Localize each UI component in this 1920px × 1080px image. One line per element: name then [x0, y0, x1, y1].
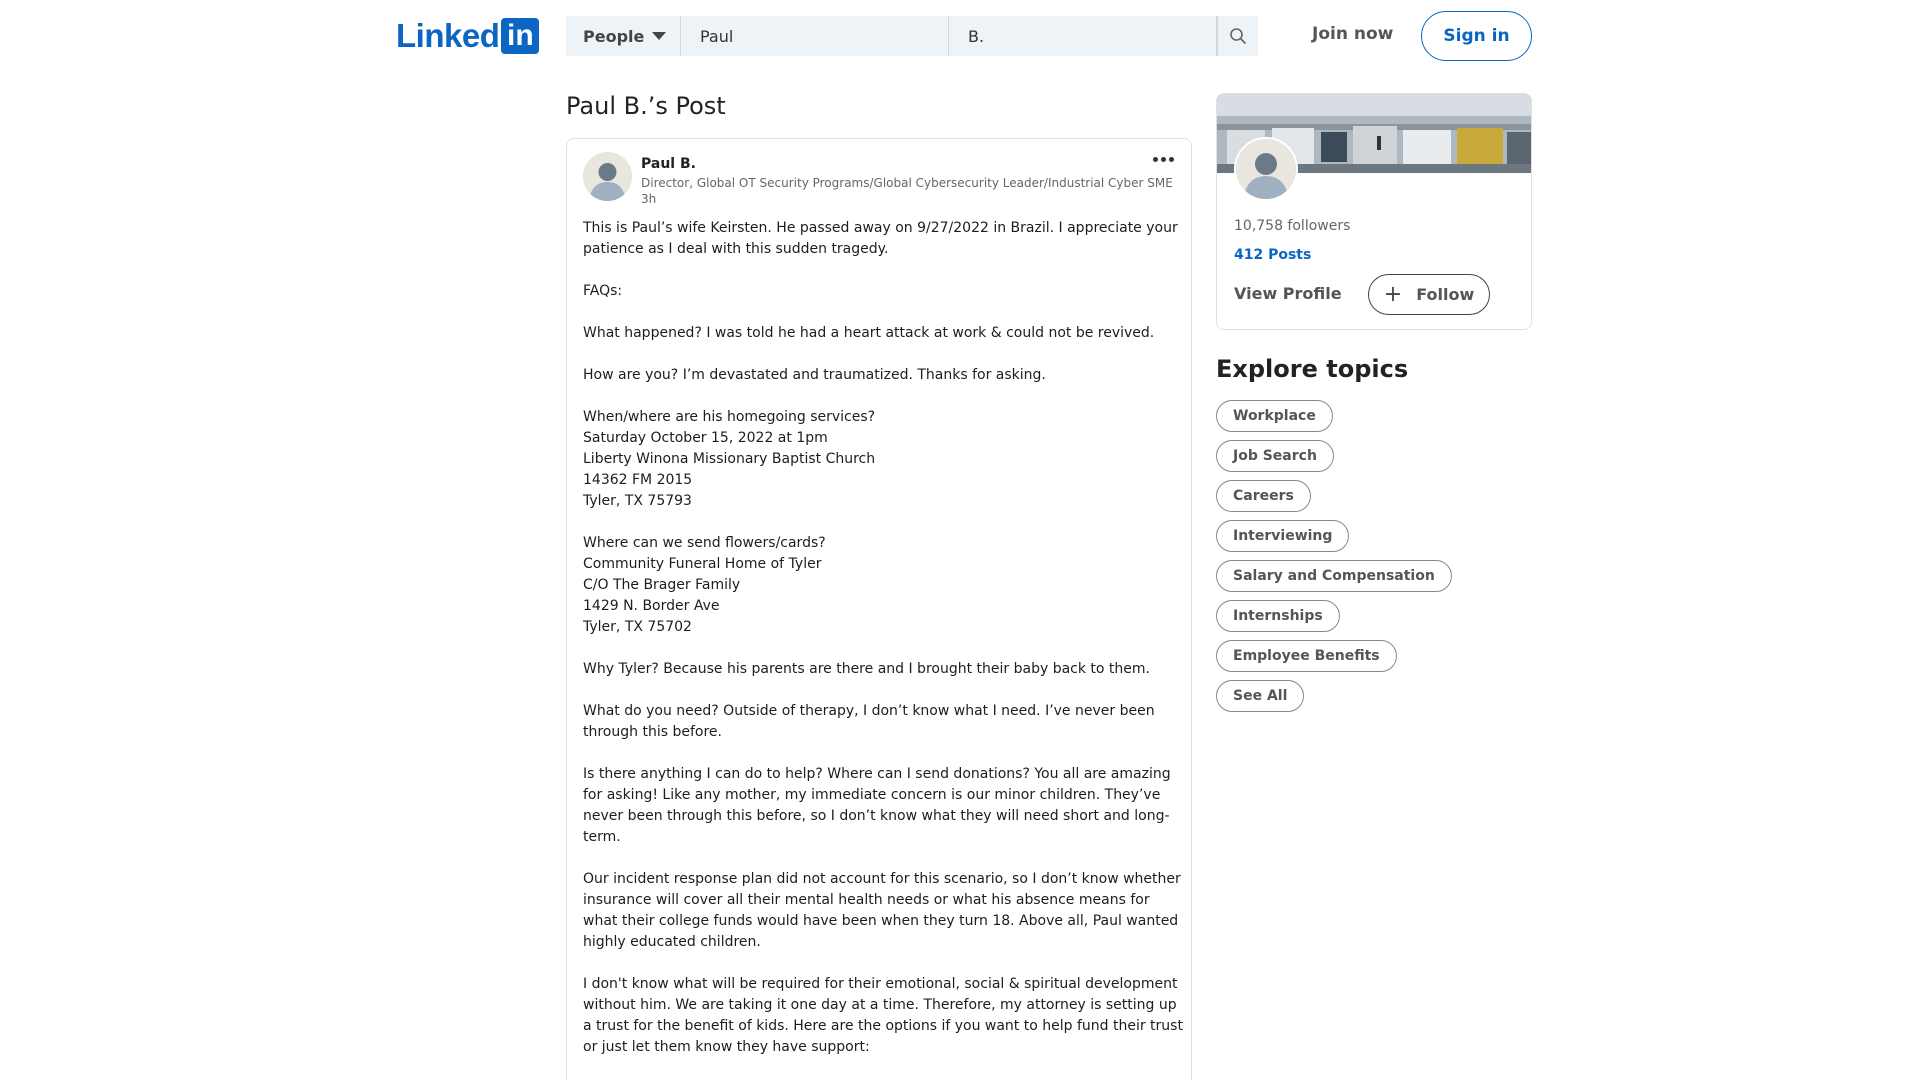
post-text-line: C/O The Brager Family: [583, 577, 741, 593]
follower-count: 10,758 followers: [1234, 218, 1351, 234]
post-paragraph: [583, 869, 1183, 953]
search-button[interactable]: [1217, 16, 1258, 56]
logo-wordmark: Linked: [396, 17, 500, 54]
post-paragraph: [583, 218, 1183, 260]
sign-in-button[interactable]: Sign in: [1421, 11, 1532, 61]
search-type-dropdown[interactable]: [566, 16, 681, 56]
post-paragraph: [583, 281, 1183, 302]
post-text-line: 1429 N. Border Ave: [583, 598, 720, 614]
topic-pill-see-all[interactable]: See All: [1216, 680, 1304, 712]
author-headline: Director, Global OT Security Programs/Global Cybersecurity Leader/Industrial Cyber SME: [641, 176, 1173, 190]
search-icon: [1229, 27, 1247, 45]
post-text-line: How are you? I’m devastated and traumatized. Thanks for asking.: [583, 367, 1046, 383]
post-paragraph: [583, 533, 1183, 638]
post-text-line: Is there anything I can do to help? Where can I send donations? You all are amazing for asking! Like any mother, my immediate concern is our minor children. They’ve never been through this before, so I don’t know what they will need short and long-term.: [583, 766, 1171, 845]
people-search-bar: [566, 16, 1258, 56]
post-timestamp: 3h: [641, 192, 657, 206]
first-name-input[interactable]: [681, 16, 949, 56]
post-paragraph: [583, 659, 1183, 680]
ellipsis-icon: [1169, 157, 1174, 162]
post-text-line: Tyler, TX 75793: [583, 493, 692, 509]
linkedin-logo[interactable]: [396, 18, 539, 54]
post-text-line: FAQs:: [583, 283, 623, 299]
post-text-line: Liberty Winona Missionary Baptist Church: [583, 451, 876, 467]
plus-icon: +: [1383, 281, 1403, 307]
logo-in-box: in: [501, 18, 539, 54]
post-paragraph: [583, 701, 1183, 743]
post-text-line: What do you need? Outside of therapy, I don’t know what I need. I’ve never been through this before.: [583, 703, 1155, 740]
more-options-button[interactable]: [1153, 153, 1174, 166]
explore-topics-heading: Explore topics: [1216, 355, 1409, 383]
author-avatar[interactable]: [583, 152, 632, 201]
post-text-line: I don't know what will be required for their emotional, social & spiritual development without him. We are taking it one day at a time. Therefore, my attorney is setting up a trust for the benefit of kids. Here are the options if you want to help fund their trust or just let them know they have support:: [583, 976, 1183, 1055]
join-now-link[interactable]: Join now: [1312, 24, 1394, 44]
post-text-line: This is Paul’s wife Keirsten. He passed away on 9/27/2022 in Brazil. I appreciate your patience as I deal with this sudden tragedy.: [583, 220, 1178, 257]
profile-avatar[interactable]: [1234, 137, 1298, 201]
topic-pill-salary-and-compensation[interactable]: Salary and Compensation: [1216, 560, 1452, 592]
post-text-line: What happened? I was told he had a heart attack at work & could not be revived.: [583, 325, 1155, 341]
ellipsis-icon: [1161, 157, 1166, 162]
person-placeholder-icon: [1236, 139, 1296, 199]
view-profile-link[interactable]: View Profile: [1234, 284, 1342, 303]
post-paragraph: [583, 974, 1183, 1058]
post-text-line: Where can we send flowers/cards?: [583, 535, 826, 551]
post-paragraph: [583, 407, 1183, 512]
post-body: [583, 218, 1183, 1079]
last-name-input[interactable]: [949, 16, 1217, 56]
page-title: Paul B.’s Post: [566, 92, 726, 120]
topic-pill-employee-benefits[interactable]: Employee Benefits: [1216, 640, 1397, 672]
post-paragraph: [583, 323, 1183, 344]
person-placeholder-icon: [583, 152, 632, 201]
post-text-line: Saturday October 15, 2022 at 1pm: [583, 430, 828, 446]
topic-pill-careers[interactable]: Careers: [1216, 480, 1311, 512]
site-header: [0, 0, 1920, 70]
topic-pill-internships[interactable]: Internships: [1216, 600, 1340, 632]
search-type-label: People: [583, 26, 645, 46]
post-text-line: Tyler, TX 75702: [583, 619, 692, 635]
follow-button[interactable]: [1368, 274, 1490, 315]
post-text-line: 14362 FM 2015: [583, 472, 693, 488]
ellipsis-icon: [1153, 157, 1158, 162]
topic-pill-job-search[interactable]: Job Search: [1216, 440, 1334, 472]
post-text-line: When/where are his homegoing services?: [583, 409, 876, 425]
post-text-line: Why Tyler? Because his parents are there and I brought their baby back to them.: [583, 661, 1150, 677]
topic-pill-interviewing[interactable]: Interviewing: [1216, 520, 1349, 552]
author-name[interactable]: Paul B.: [641, 156, 696, 172]
post-card: [566, 138, 1192, 1080]
posts-link[interactable]: 412 Posts: [1234, 247, 1312, 263]
post-text-line: Our incident response plan did not account for this scenario, so I don’t know whether insurance will cover all their mental health needs or what his absence means for what their college funds would have been when they turn 18. Above all, Paul wanted highly educated children.: [583, 871, 1181, 950]
author-profile-card: [1216, 93, 1532, 330]
post-paragraph: [583, 365, 1183, 386]
post-paragraph: [583, 764, 1183, 848]
caret-down-icon: [652, 32, 666, 40]
topic-pill-workplace[interactable]: Workplace: [1216, 400, 1333, 432]
post-text-line: Community Funeral Home of Tyler: [583, 556, 822, 572]
follow-label: Follow: [1416, 285, 1475, 304]
